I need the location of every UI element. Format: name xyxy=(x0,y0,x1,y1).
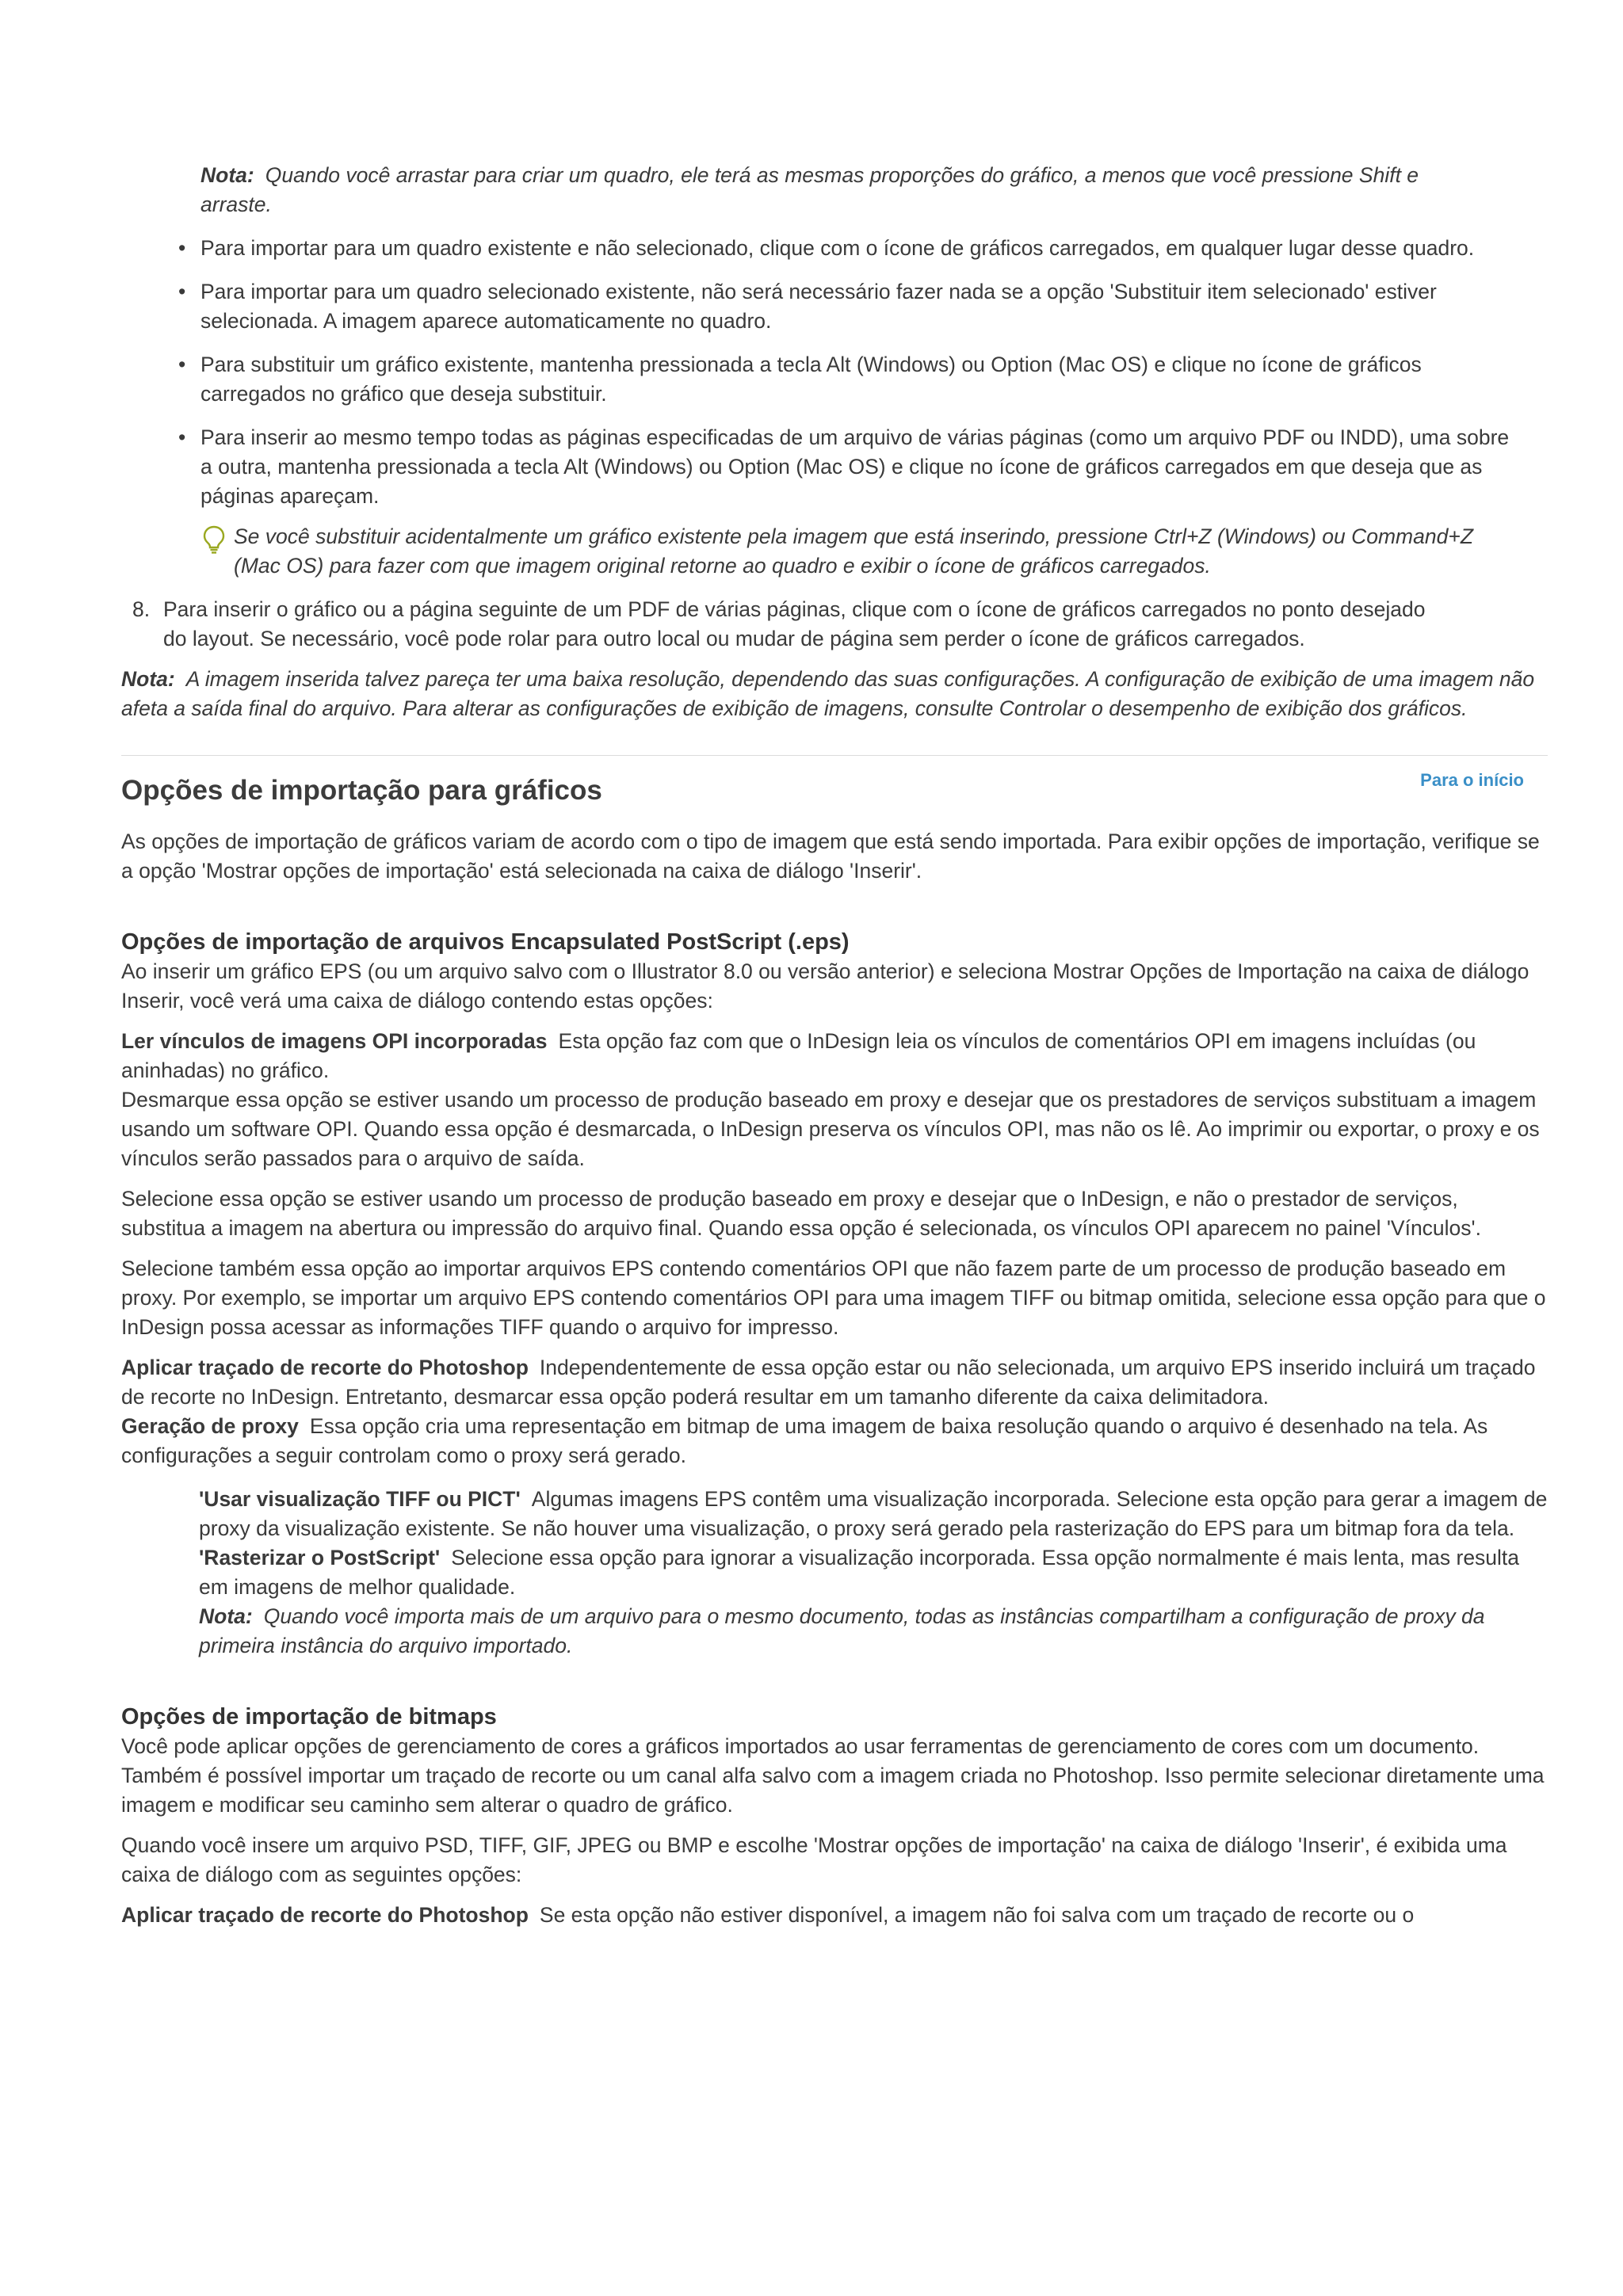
note-text: Quando você arrastar para criar um quadro, ele terá as mesmas proporções do gráfico, a menos que você pressione Shift e arraste. xyxy=(200,163,1419,216)
lightbulb-icon xyxy=(202,525,226,554)
note-label: Nota: xyxy=(200,163,254,187)
note-text: Quando você importa mais de um arquivo para o mesmo documento, todas as instâncias compartilham a configuração de proxy da primeira instância do arquivo importado. xyxy=(199,1604,1485,1657)
option-text: Algumas imagens EPS contêm uma visualização incorporada. Selecione esta opção para gerar a imagem de proxy da visualização existente. Se não houver uma visualização, o proxy será gerado pela rasterização do EPS para um bitmap fora da tela. xyxy=(199,1487,1548,1540)
option-label: 'Rasterizar o PostScript' xyxy=(199,1546,441,1569)
list-item: • Para inserir ao mesmo tempo todas as páginas especificadas de um arquivo de várias páginas (como um arquivo PDF ou INDD), uma sobre a outra, mantenha pressionada a tecla Alt (Windows) ou Option (Mac OS) e clique no ícone de gráficos carregados em que deseja que as páginas apareçam. xyxy=(121,423,1520,511)
bitmap-subtitle: Opções de importação de bitmaps xyxy=(121,1704,497,1730)
opi-paragraph: Selecione essa opção se estiver usando um processo de produção baseado em proxy e desejar que o InDesign, e não o prestador de serviços, substitua a imagem na abertura ou impressão do arquivo final. Quando essa opção é selecionada, os vínculos OPI aparecem no painel 'Vínculos'. xyxy=(121,1187,1481,1240)
note-text: A imagem inserida talvez pareça ter uma baixa resolução, dependendo das suas configurações. A configuração de exibição de uma imagem não afeta a saída final do arquivo. Para alterar as configurações de exibição de imagens, consulte Controlar o desempenho de exibição dos gráficos. xyxy=(121,667,1535,720)
option-label: Aplicar traçado de recorte do Photoshop xyxy=(121,1356,529,1379)
option-label: Geração de proxy xyxy=(121,1414,299,1438)
opi-paragraph: Desmarque essa opção se estiver usando um processo de produção baseado em proxy e desejar que os prestadores de serviços substituam a imagem usando um software OPI. Quando essa opção é desmarcada, o InDesign preserva os vínculos OPI, mas não os lê. Ao imprimir ou exportar, o proxy e os vínculos serão passados para o arquivo de saída. xyxy=(121,1088,1540,1170)
section-intro: As opções de importação de gráficos variam de acordo com o tipo de imagem que está sendo importada. Para exibir opções de importação, verifique se a opção 'Mostrar opções de importação' está selecionada na caixa de diálogo 'Inserir'. xyxy=(121,830,1540,883)
list-item: • Para substituir um gráfico existente, mantenha pressionada a tecla Alt (Windows) ou Option (Mac OS) e clique no ícone de gráficos carregados no gráfico que deseja substituir. xyxy=(121,350,1520,409)
clipping-path-option xyxy=(121,1353,1548,1412)
bitmap-paragraph: Quando você insere um arquivo PSD, TIFF, GIF, JPEG ou BMP e escolhe 'Mostrar opções de importação' na caixa de diálogo 'Inserir', é exibida uma caixa de diálogo com as seguintes opções: xyxy=(121,1833,1507,1886)
section-title: Opções de importação para gráficos xyxy=(121,775,602,806)
bitmap-clipping-option xyxy=(121,1901,1548,1930)
top-note xyxy=(200,161,1437,219)
page-content xyxy=(121,161,1548,1930)
bullet-list xyxy=(121,234,1548,511)
proxy-note xyxy=(199,1602,1548,1661)
back-to-top-link[interactable]: Para o início xyxy=(1420,770,1524,790)
step-8 xyxy=(121,595,1431,654)
option-text: Esta opção faz com que o InDesign leia os vínculos de comentários OPI em imagens incluídas (ou aninhadas) no gráfico. xyxy=(121,1029,1476,1082)
tiff-option xyxy=(199,1485,1548,1543)
list-item: • Para importar para um quadro existente e não selecionado, clique com o ícone de gráficos carregados, em qualquer lugar desse quadro. xyxy=(121,234,1520,263)
list-item: • Para importar para um quadro selecionado existente, não será necessário fazer nada se a opção 'Substituir item selecionado' estiver selecionada. A imagem aparece automaticamente no quadro. xyxy=(121,277,1520,336)
note-label: Nota: xyxy=(121,667,175,691)
tip-text: Se você substituir acidentalmente um gráfico existente pela imagem que está inserindo, pressione Ctrl+Z (Windows) ou Command+Z (Mac OS) para fazer com que imagem original retorne ao quadro e exibir o ícone de gráficos carregados. xyxy=(234,524,1474,578)
eps-intro: Ao inserir um gráfico EPS (ou um arquivo salvo com o Illustrator 8.0 ou versão anterior) e seleciona Mostrar Opções de Importação na caixa de diálogo Inserir, você verá uma caixa de diálogo contendo estas opções: xyxy=(121,959,1529,1013)
tip-block xyxy=(121,522,1478,581)
option-text: Independentemente de essa opção estar ou não selecionada, um arquivo EPS inserido incluirá um traçado de recorte no InDesign. Entretanto, desmarcar essa opção poderá resultar em um tamanho diferente da caixa delimitadora. xyxy=(121,1356,1536,1409)
section-header xyxy=(121,756,1548,813)
eps-subtitle: Opções de importação de arquivos Encapsulated PostScript (.eps) xyxy=(121,929,850,955)
opi-option xyxy=(121,1027,1548,1085)
opi-paragraph: Selecione também essa opção ao importar arquivos EPS contendo comentários OPI que não fazem parte de um processo de produção baseado em proxy. Por exemplo, se importar um arquivo EPS contendo comentários OPI para uma imagem TIFF ou bitmap omitida, selecione essa opção para que o InDesign possa acessar as informações TIFF quando o arquivo for impresso. xyxy=(121,1257,1546,1339)
option-text: Selecione essa opção para ignorar a visualização incorporada. Essa opção normalmente é mais lenta, mas resulta em imagens de melhor qualidade. xyxy=(199,1546,1520,1599)
rasterize-option xyxy=(199,1543,1548,1602)
note-label: Nota: xyxy=(199,1604,253,1628)
option-label: Ler vínculos de imagens OPI incorporadas xyxy=(121,1029,548,1053)
main-note xyxy=(121,665,1548,723)
proxy-option xyxy=(121,1412,1548,1470)
step-number: 8. xyxy=(132,597,151,621)
option-text: Essa opção cria uma representação em bitmap de uma imagem de baixa resolução quando o arquivo é desenhado na tela. As configurações a seguir controlam como o proxy será gerado. xyxy=(121,1414,1488,1467)
bitmap-paragraph: Você pode aplicar opções de gerenciamento de cores a gráficos importados ao usar ferramentas de gerenciamento de cores com um documento. Também é possível importar um traçado de recorte ou um canal alfa salvo com a imagem criada no Photoshop. Isso permite selecionar diretamente uma imagem e modificar seu caminho sem alterar o quadro de gráfico. xyxy=(121,1734,1545,1817)
option-label: Aplicar traçado de recorte do Photoshop xyxy=(121,1903,529,1927)
option-label: 'Usar visualização TIFF ou PICT' xyxy=(199,1487,521,1511)
option-text: Se esta opção não estiver disponível, a imagem não foi salva com um traçado de recorte ou o xyxy=(539,1903,1415,1927)
step-text: Para inserir o gráfico ou a página seguinte de um PDF de várias páginas, clique com o ícone de gráficos carregados no ponto desejado do layout. Se necessário, você pode rolar para outro local ou mudar de página sem perder o ícone de gráficos carregados. xyxy=(163,597,1426,650)
proxy-suboptions xyxy=(199,1485,1548,1661)
